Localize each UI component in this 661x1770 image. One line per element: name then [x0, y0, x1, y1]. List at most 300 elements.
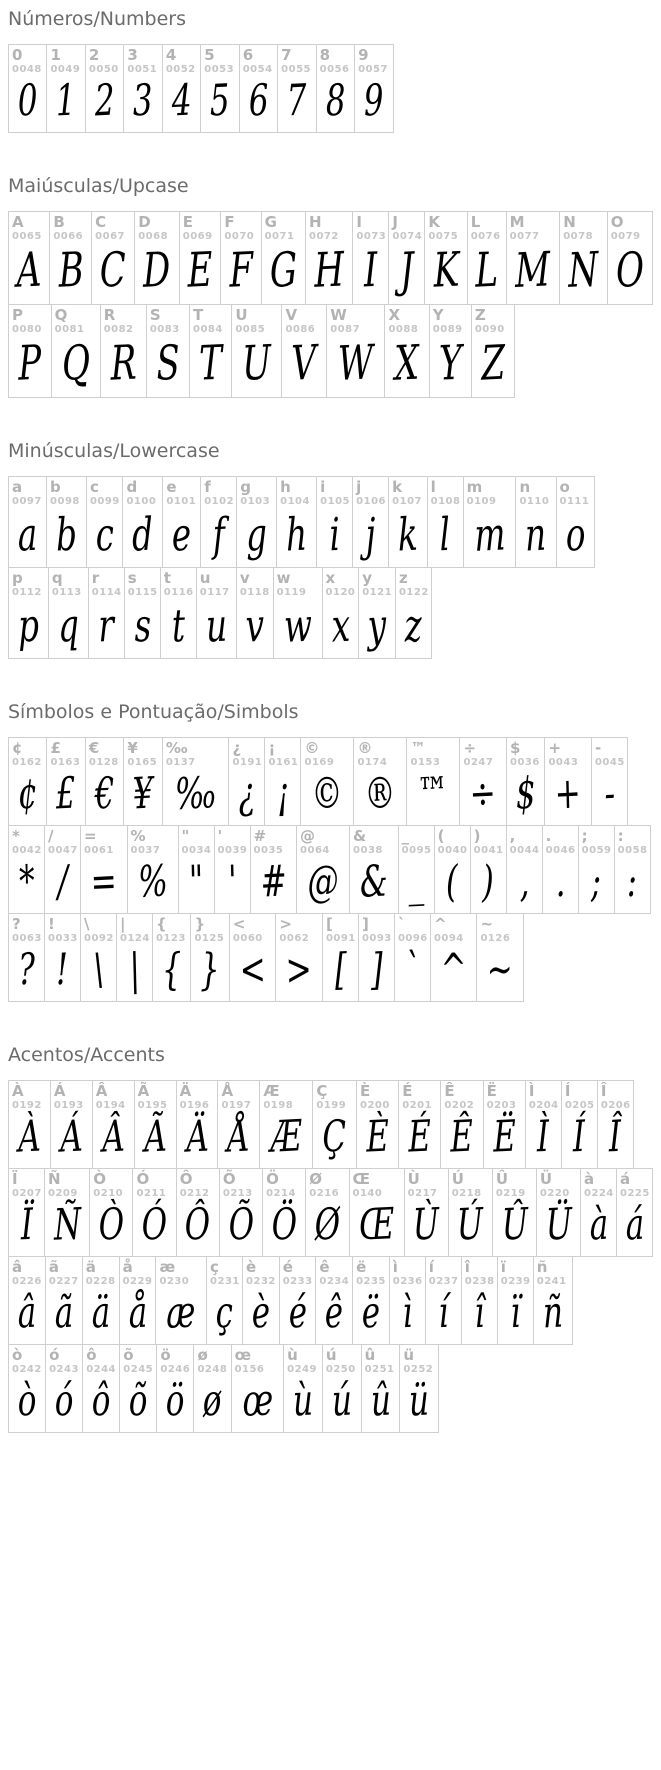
cell-label: [47, 738, 84, 769]
cell-label: [353, 1257, 389, 1288]
cell-glyph-area: [276, 945, 322, 1001]
cell-glyph: |: [128, 944, 141, 996]
cell-reference-char: >: [279, 915, 292, 933]
glyph-cell: [88, 567, 125, 659]
glyph-cell: [429, 304, 472, 398]
cell-unicode-code: 0242: [12, 1364, 42, 1375]
cell-glyph: ~: [486, 944, 514, 996]
cell-glyph-area: [9, 945, 44, 1001]
cell-unicode-code: 0116: [163, 587, 194, 598]
cell-unicode-code: 0085: [235, 324, 266, 335]
glyph-cell: [8, 567, 49, 659]
glyph-cell: [471, 304, 516, 398]
cell-reference-char: Â: [95, 1082, 108, 1100]
cell-glyph-area: [177, 1200, 219, 1256]
cell-reference-char: ¿: [232, 739, 242, 757]
cell-reference-char: c: [89, 478, 99, 496]
cell-glyph-area: [125, 599, 160, 658]
glyph-cell: [220, 211, 261, 305]
cell-label: [263, 1169, 305, 1200]
cell-reference-char: 5: [204, 46, 215, 64]
glyph-cell: [467, 211, 507, 305]
cell-glyph: <: [238, 944, 267, 996]
glyph-cell: [116, 913, 153, 1002]
cell-glyph: 0: [17, 75, 39, 127]
cell-unicode-code: 0227: [48, 1276, 79, 1287]
cell-unicode-code: 0233: [282, 1276, 313, 1287]
cell-glyph: á: [624, 1199, 645, 1251]
cell-glyph: N: [567, 242, 600, 299]
cell-glyph: ¡: [276, 768, 290, 820]
cell-unicode-code: 0115: [127, 587, 158, 598]
cell-reference-char: Ê: [444, 1082, 455, 1100]
cell-glyph-area: [9, 857, 44, 913]
cell-reference-char: U: [235, 306, 248, 324]
glyph-cell: [189, 304, 232, 398]
cell-reference-char: r: [91, 569, 100, 587]
cell-label: [9, 212, 49, 243]
glyph-cell: [607, 211, 653, 305]
glyph-cell: [300, 737, 354, 826]
cell-glyph: Ç: [322, 1111, 348, 1163]
cell-glyph-area: [350, 1200, 404, 1256]
glyph-cell: [398, 1080, 441, 1169]
cell-glyph-area: [557, 508, 594, 567]
cell-unicode-code: 0117: [199, 587, 230, 598]
cell-reference-char: ï: [500, 1258, 506, 1276]
glyph-cell: [8, 913, 45, 1002]
cell-unicode-code: 0067: [95, 231, 125, 242]
glyph-cell: [275, 913, 323, 1002]
cell-reference-char: Î: [600, 1082, 607, 1100]
cell-glyph: 2: [94, 75, 116, 127]
cell-unicode-code: 0040: [437, 845, 468, 856]
cell-unicode-code: 0140: [352, 1188, 383, 1199]
cell-glyph-area: [177, 1112, 218, 1168]
section-numbers: [8, 8, 653, 133]
glyph-cell: [134, 211, 180, 305]
cell-reference-char: d: [126, 478, 138, 496]
glyph-cell: [316, 476, 353, 568]
cell-glyph-area: [117, 945, 152, 1001]
cell-glyph-area: [592, 769, 627, 825]
cell-unicode-code: 0052: [165, 64, 196, 75]
cell-unicode-code: 0137: [165, 757, 196, 768]
cell-glyph-area: [357, 1112, 398, 1168]
cell-label: [9, 45, 46, 76]
cell-reference-char: |: [120, 915, 126, 933]
cell-unicode-code: 0199: [316, 1100, 347, 1111]
cell-glyph-area: [353, 1288, 389, 1344]
cell-glyph: X: [394, 335, 421, 392]
cell-glyph-area: [545, 769, 591, 825]
glyph-cell: [399, 1344, 439, 1433]
cell-reference-char: ,: [509, 827, 516, 845]
cell-label: [93, 1081, 134, 1112]
cell-glyph-area: [221, 243, 260, 304]
glyph-cell: [283, 1344, 323, 1433]
cell-unicode-code: 0196: [179, 1100, 210, 1111]
cell-reference-char: /: [48, 827, 54, 845]
cell-glyph-area: [399, 1112, 440, 1168]
cell-reference-char: ñ: [536, 1258, 548, 1276]
cell-unicode-code: 0086: [285, 324, 316, 335]
cell-label: [237, 477, 276, 508]
glyph-cell: [176, 1080, 219, 1169]
glyph-cell: [296, 825, 350, 914]
glyph-cell: [497, 1256, 534, 1345]
cell-glyph: ø: [202, 1375, 223, 1427]
cell-label: [265, 738, 300, 769]
cell-glyph: `: [404, 944, 421, 996]
cell-unicode-code: 0089: [432, 324, 463, 335]
cell-unicode-code: 0124: [120, 933, 150, 944]
glyph-cell: [219, 1168, 263, 1257]
cell-reference-char: Ú: [451, 1170, 464, 1188]
cell-glyph: Ø: [313, 1199, 341, 1251]
cell-glyph: H: [313, 242, 345, 299]
cell-reference-char: y: [362, 569, 372, 587]
glyph-cell: [156, 1344, 194, 1433]
glyph-cell: [239, 44, 278, 133]
cell-unicode-code: 0090: [474, 324, 505, 335]
cell-reference-char: j: [356, 478, 362, 496]
cell-glyph: x: [330, 598, 351, 653]
glyph-cell: [45, 1344, 83, 1433]
cell-glyph: û: [369, 1375, 392, 1427]
glyph-cell: [388, 211, 425, 305]
cell-glyph: A: [16, 242, 43, 299]
cell-unicode-code: 0092: [84, 933, 114, 944]
cell-label: [237, 568, 273, 599]
cell-glyph-area: [399, 857, 434, 913]
glyph-row: [8, 825, 653, 914]
cell-glyph: U: [241, 335, 273, 392]
cell-glyph-area: [83, 1288, 119, 1344]
glyph-cell: [231, 1344, 285, 1433]
cell-unicode-code: 0095: [401, 845, 432, 856]
cell-label: [163, 477, 200, 508]
cell-glyph: ¥: [132, 768, 154, 820]
cell-label: [157, 1345, 193, 1376]
cell-label: [400, 1345, 438, 1376]
cell-reference-char: u: [199, 569, 211, 587]
cell-reference-char: ø: [197, 1346, 208, 1364]
cell-glyph: S: [155, 335, 181, 392]
cell-label: [179, 826, 214, 857]
glyph-cell: [44, 825, 81, 914]
cell-unicode-code: 0077: [509, 231, 540, 242]
cell-unicode-code: 0193: [53, 1100, 84, 1111]
cell-unicode-code: 0216: [309, 1188, 340, 1199]
glyph-cell: [8, 211, 50, 305]
cell-label: [526, 1081, 561, 1112]
cell-reference-char: H: [309, 213, 322, 231]
cell-reference-char: <: [232, 915, 246, 933]
cell-label: [92, 212, 134, 243]
cell-reference-char: W: [330, 306, 347, 324]
cell-unicode-code: 0237: [428, 1276, 459, 1287]
glyph-cell: [542, 825, 579, 914]
glyph-cell: [119, 1256, 157, 1345]
glyph-cell: [556, 476, 595, 568]
cell-glyph: t: [171, 598, 186, 653]
cell-unicode-code: 0041: [473, 845, 504, 856]
cell-glyph: ñ: [541, 1287, 564, 1339]
cell-unicode-code: 0083: [149, 324, 180, 335]
glyph-cell: [8, 44, 47, 133]
glyph-cell: [349, 825, 399, 914]
cell-glyph: :: [626, 856, 639, 908]
cell-glyph-area: [229, 769, 264, 825]
cell-glyph: ‰: [174, 768, 218, 820]
glyph-cell: [228, 737, 265, 826]
cell-glyph: s: [133, 598, 152, 653]
cell-glyph-area: [101, 336, 146, 397]
cell-glyph: y: [367, 598, 388, 653]
cell-reference-char: Û: [495, 1170, 509, 1188]
cell-unicode-code: 0246: [160, 1364, 191, 1375]
cell-glyph-area: [493, 1200, 536, 1256]
cell-reference-char: ¡: [268, 739, 276, 757]
glyph-cell: [448, 1168, 493, 1257]
cell-label: [464, 477, 516, 508]
glyph-cell: [312, 1080, 357, 1169]
cell-glyph-area: [428, 508, 463, 567]
cell-unicode-code: 0045: [594, 757, 625, 768]
cell-reference-char: ': [217, 827, 223, 845]
cell-glyph-area: [263, 1200, 305, 1256]
cell-glyph-area: [46, 1288, 82, 1344]
cell-reference-char: 4: [165, 46, 177, 64]
cell-reference-char: Ñ: [48, 1170, 61, 1188]
cell-reference-char: =: [84, 827, 97, 845]
glyph-row: [8, 1168, 653, 1257]
cell-glyph-area: [9, 76, 46, 132]
cell-glyph: ò: [17, 1375, 38, 1427]
cell-glyph: ;: [590, 856, 603, 908]
glyph-cell: [176, 1168, 220, 1257]
glyph-cell: [8, 1168, 45, 1257]
cell-label: [194, 1345, 230, 1376]
cell-glyph-area: [81, 857, 127, 913]
cell-reference-char: ": [181, 827, 190, 845]
cell-unicode-code: 0043: [548, 757, 579, 768]
cell-reference-char: û: [364, 1346, 376, 1364]
cell-reference-char: Ç: [316, 1082, 328, 1100]
cell-reference-char: 9: [358, 46, 369, 64]
glyph-cell: [8, 1344, 46, 1433]
glyph-cell: [361, 1344, 401, 1433]
cell-label: [135, 212, 179, 243]
cell-glyph-area: [46, 1376, 82, 1432]
cell-unicode-code: 0228: [85, 1276, 116, 1287]
glyph-table-lowercase: [8, 476, 653, 659]
cell-label: [9, 738, 46, 769]
cell-label: [357, 1081, 398, 1112]
cell-reference-char: ì: [392, 1258, 398, 1276]
cell-glyph: ,: [518, 856, 530, 908]
cell-glyph-area: [543, 857, 578, 913]
cell-glyph: ¢: [17, 768, 39, 820]
cell-glyph-area: [47, 76, 84, 132]
cell-glyph: b: [55, 507, 78, 562]
glyph-cell: [146, 304, 190, 398]
cell-glyph: .: [554, 856, 566, 908]
cell-reference-char: Ä: [179, 1082, 192, 1100]
cell-reference-char: ö: [160, 1346, 171, 1364]
cell-reference-char: T: [192, 306, 204, 324]
cell-reference-char: É: [402, 1082, 413, 1100]
cell-label: [407, 738, 459, 769]
cell-reference-char: Q: [54, 306, 68, 324]
cell-unicode-code: 0099: [89, 496, 120, 507]
cell-label: [280, 1257, 316, 1288]
glyph-cell: [92, 1080, 135, 1169]
cell-label: [282, 305, 326, 336]
cell-glyph: Ò: [97, 1199, 125, 1251]
cell-unicode-code: 0063: [12, 933, 42, 944]
cell-unicode-code: 0051: [127, 64, 158, 75]
cell-glyph: +: [554, 768, 582, 820]
cell-glyph: i: [328, 507, 341, 562]
cell-glyph: à: [588, 1199, 609, 1251]
cell-label: [396, 568, 431, 599]
cell-label: [274, 568, 322, 599]
cell-reference-char: -: [594, 739, 602, 757]
cell-glyph-area: [426, 1288, 461, 1344]
cell-glyph: w: [282, 598, 313, 653]
cell-label: [124, 738, 161, 769]
cell-unicode-code: 0098: [50, 496, 80, 507]
cell-unicode-code: 0044: [509, 845, 540, 856]
cell-unicode-code: 0049: [50, 64, 81, 75]
cell-label: [50, 212, 91, 243]
cell-glyph-area: [431, 945, 477, 1001]
cell-label: [220, 1169, 262, 1200]
glyph-cell: [279, 1256, 317, 1345]
glyph-cell: [46, 44, 85, 133]
cell-reference-char: O: [610, 213, 624, 231]
cell-reference-char: R: [103, 306, 116, 324]
cell-reference-char: G: [264, 213, 277, 231]
cell-label: [284, 1345, 322, 1376]
cell-reference-char: ¥: [127, 739, 138, 757]
cell-glyph-area: [47, 769, 84, 825]
cell-label: [81, 826, 127, 857]
cell-label: [507, 212, 560, 243]
glyph-cell: [358, 913, 395, 1002]
glyph-cell: [50, 1080, 93, 1169]
glyph-cell: [536, 1168, 581, 1257]
cell-label: [389, 477, 426, 508]
cell-reference-char: %: [130, 827, 146, 845]
cell-label: [313, 1081, 356, 1112]
cell-unicode-code: 0128: [88, 757, 119, 768]
cell-reference-char: È: [360, 1082, 371, 1100]
cell-label: [207, 1257, 242, 1288]
cell-glyph-area: [598, 1112, 633, 1168]
cell-reference-char: q: [51, 569, 63, 587]
cell-label: [49, 568, 88, 599]
cell-unicode-code: 0060: [232, 933, 263, 944]
cell-reference-char: ;: [581, 827, 588, 845]
cell-label: [120, 1345, 156, 1376]
glyph-cell: [45, 1256, 83, 1345]
glyph-cell: [134, 1080, 177, 1169]
glyph-table-numbers: [8, 44, 653, 133]
glyph-cell: [525, 1080, 562, 1169]
cell-unicode-code: 0162: [12, 757, 42, 768]
cell-unicode-code: 0218: [451, 1188, 482, 1199]
cell-unicode-code: 0062: [279, 933, 310, 944]
cell-unicode-code: 0194: [95, 1100, 126, 1111]
cell-reference-char: D: [138, 213, 151, 231]
cell-unicode-code: 0042: [12, 845, 42, 856]
cell-glyph-area: [161, 599, 196, 658]
cell-glyph-area: [45, 1200, 89, 1256]
cell-unicode-code: 0104: [280, 496, 310, 507]
cell-label: [52, 305, 100, 336]
cell-unicode-code: 0055: [281, 64, 312, 75]
cell-label: [9, 477, 46, 508]
cell-unicode-code: 0038: [353, 845, 383, 856]
cell-unicode-code: 0057: [358, 64, 388, 75]
cell-glyph: 3: [132, 75, 154, 127]
glyph-cell: [389, 1256, 426, 1345]
cell-reference-char: N: [563, 213, 576, 231]
cell-label: [441, 1081, 482, 1112]
glyph-row: [8, 476, 653, 568]
cell-reference-char: Å: [221, 1082, 234, 1100]
glyph-cell: [492, 1168, 537, 1257]
cell-glyph: ú: [331, 1375, 353, 1427]
cell-glyph: k: [397, 507, 419, 562]
cell-glyph: Õ: [227, 1199, 255, 1251]
cell-unicode-code: 0076: [470, 231, 501, 242]
cell-glyph-area: [156, 1288, 206, 1344]
cell-unicode-code: 0102: [204, 496, 235, 507]
cell-reference-char: ü: [403, 1346, 415, 1364]
cell-glyph: 8: [324, 75, 346, 127]
cell-reference-char: *: [12, 827, 20, 845]
cell-glyph: C: [99, 242, 128, 299]
cell-reference-char: ¢: [12, 739, 23, 757]
cell-label: [316, 1257, 352, 1288]
cell-glyph: -: [603, 768, 616, 820]
cell-unicode-code: 0241: [536, 1276, 567, 1287]
cell-reference-char: ã: [48, 1258, 59, 1276]
glyph-cell: [404, 1168, 449, 1257]
cell-reference-char: }: [194, 915, 206, 933]
glyph-cell: [483, 1080, 526, 1169]
cell-glyph-area: [472, 336, 515, 397]
cell-glyph: T: [198, 335, 223, 392]
cell-glyph-area: [9, 336, 51, 397]
glyph-cell: [51, 304, 101, 398]
cell-glyph-area: [133, 1200, 175, 1256]
cell-label: [498, 1257, 533, 1288]
glyph-cell: [322, 1344, 362, 1433]
glyph-cell: [214, 825, 251, 914]
cell-unicode-code: 0232: [246, 1276, 276, 1287]
cell-glyph: ™: [417, 768, 450, 820]
cell-unicode-code: 0229: [122, 1276, 153, 1287]
glyph-row: [8, 1344, 653, 1433]
cell-reference-char: [: [325, 915, 333, 933]
cell-reference-char: E: [182, 213, 194, 231]
cell-label: [390, 1257, 425, 1288]
